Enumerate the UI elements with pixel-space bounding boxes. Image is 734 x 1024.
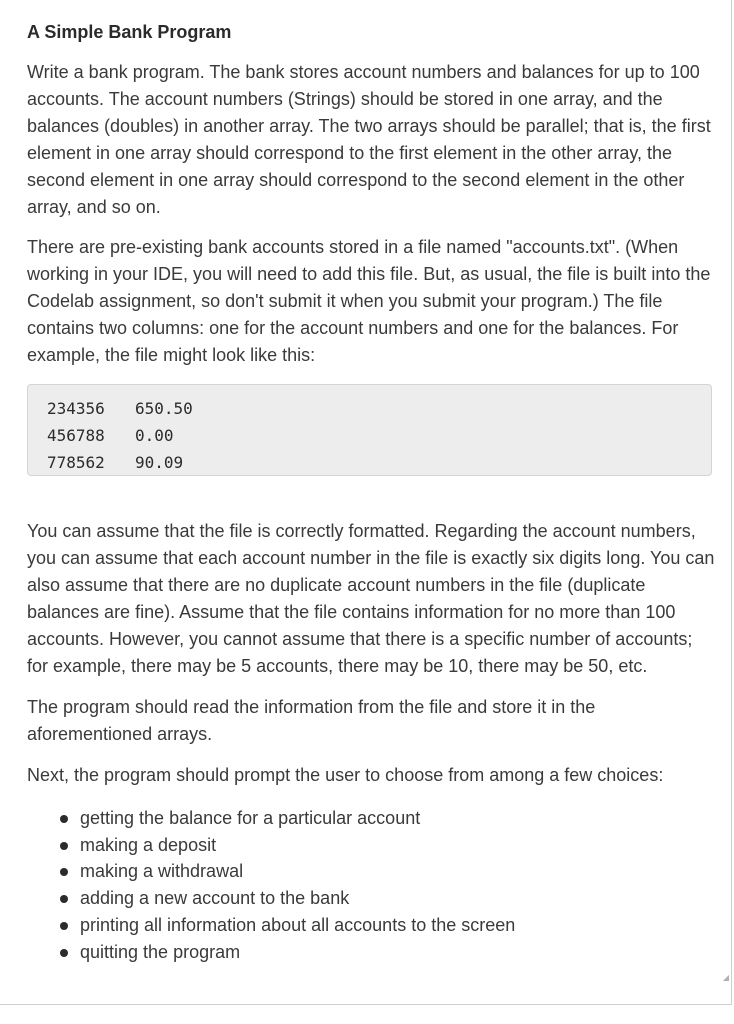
list-item: quitting the program <box>54 939 717 966</box>
account-number: 456788 <box>47 426 105 445</box>
account-number: 778562 <box>47 453 105 472</box>
account-number: 234356 <box>47 399 105 418</box>
paragraph-choices-intro: Next, the program should prompt the user to choose from among a few choices: <box>27 765 664 785</box>
file-example-code-block <box>27 384 712 476</box>
choices-list <box>27 805 717 965</box>
paragraph-intro: Write a bank program. The bank stores account numbers and balances for up to 100 accounts. The account numbers (Strings) should be stored in one array, and the balances (doubles) in another array. The two arrays should be parallel; that is, the first element in one array should correspond to the first element in the other array, the second element in one array should correspond to the second element in the other array, and so on. <box>27 62 711 217</box>
list-item: getting the balance for a particular account <box>54 805 717 832</box>
account-balance: 0.00 <box>135 426 174 445</box>
list-item: making a withdrawal <box>54 858 717 885</box>
list-item: printing all information about all accounts to the screen <box>54 912 717 939</box>
page-title: A Simple Bank Program <box>27 22 232 42</box>
code-row <box>47 422 711 449</box>
code-row <box>47 449 711 476</box>
account-balance: 90.09 <box>135 453 184 472</box>
paragraph-file-description: There are pre-existing bank accounts stored in a file named "accounts.txt". (When working in your IDE, you will need to add this file. But, as usual, the file is built into the Codelab assignment, so don't submit it when you submit your program.) The file contains two columns: one for the account numbers and one for the balances. For example, the file might look like this: <box>27 237 711 365</box>
code-row <box>47 395 711 422</box>
resize-grip-icon[interactable]: ◢ <box>722 973 729 982</box>
paragraph-assumptions: You can assume that the file is correctly formatted. Regarding the account numbers, you can assume that each account number in the file is exactly six digits long. You can also assume that there are no duplicate account numbers in the file (duplicate balances are fine). Assume that the file contains information for no more than 100 accounts. However, you cannot assume that there is a specific number of accounts; for example, there may be 5 accounts, there may be 10, there may be 50, etc. <box>27 521 715 676</box>
account-balance: 650.50 <box>135 399 193 418</box>
list-item: making a deposit <box>54 832 717 859</box>
document-content <box>27 18 717 965</box>
list-item: adding a new account to the bank <box>54 885 717 912</box>
paragraph-read-file: The program should read the information from the file and store it in the aforementioned arrays. <box>27 697 596 744</box>
